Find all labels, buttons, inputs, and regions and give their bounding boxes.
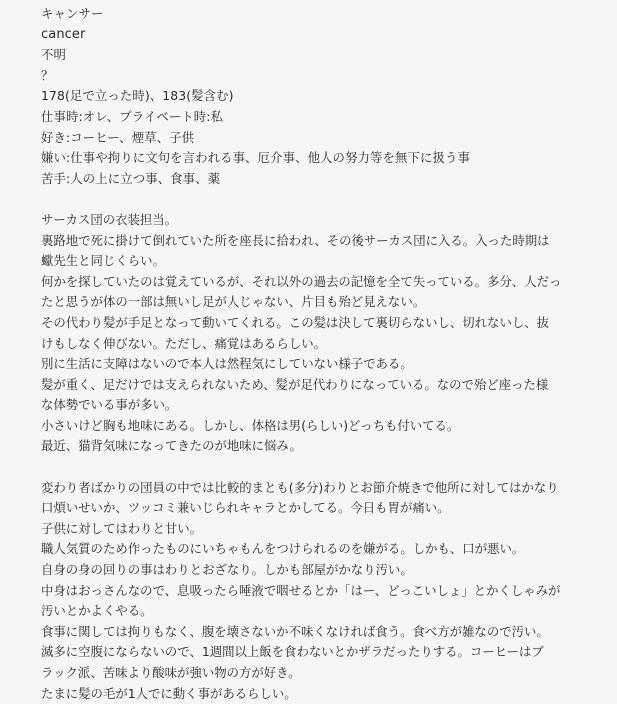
- profile-first-person: 仕事時:オレ、プライベート時:私: [41, 108, 224, 124]
- section2-line: 口煩いせいか、ツッコミ兼いじられキャラとかしてる。今日も胃が痛い。: [41, 500, 450, 516]
- section2-line: 自身の身の回りの事はわりとおざなり。しかも部屋がかなり汚い。: [41, 562, 413, 578]
- profile-name: キャンサー: [41, 6, 104, 21]
- section1-line: たと思うが体の一部は無いし足が人じゃない、片目も殆ど見えない。: [41, 294, 426, 310]
- profile-dislikes: 嫌い:仕事や拘りに文句を言われる事、厄介事、他人の努力等を無下に扱う事: [41, 150, 470, 166]
- section1-line: 蠍先生と同じくらい。: [41, 253, 165, 269]
- profile-age: 不明: [41, 47, 66, 63]
- profile-weaknesses: 苦手:人の上に立つ事、食事、薬: [41, 170, 221, 186]
- section2-line: 汚いとかよくやる。: [41, 603, 153, 619]
- section2-line: 職人気質のため作ったものにいちゃもんをつけられるのを嫌がる。しかも、口が悪い。: [41, 541, 525, 557]
- spacer: [41, 457, 607, 478]
- section2-line: ラック派、苦味より酸味が強い物の方が好き。: [41, 665, 301, 680]
- section2-line: 食事に関しては拘りもなく、腹を壊さないか不味くなければ食う。食べ方が雑なので汚い。: [41, 623, 549, 639]
- section2-line: 滅多に空腹にならないので、1週間以上飯を食わないとかザラだったりする。コーヒーはブ: [41, 644, 544, 660]
- profile-height: 178(足で立った時)、183(髪含む): [41, 88, 234, 104]
- section1-line: 裏路地で死に掛けて倒れていた所を座長に拾われ、その後サーカス団に入る。入った時期は: [41, 232, 550, 248]
- profile-likes: 好き:コーヒー、煙草、子供: [41, 129, 195, 145]
- section2-line: たまに髪の毛が1人でに動く事があるらしい。: [41, 685, 297, 701]
- profile-name-en: cancer: [41, 26, 86, 42]
- section2-line: 中身はおっさんなので、息吸ったら唾液で咽せるとか「はー、どっこいしょ」とかくしゃみが: [41, 582, 561, 598]
- profile-birthday: ？: [41, 67, 54, 83]
- section1-line: な体勢でいる事が多い。: [41, 397, 178, 413]
- section1-line: けもしなく伸びない。ただし、痛覚はあるらしい。: [41, 335, 326, 351]
- section1-line: その代わり髪が手足となって動いてくれる。この髪は決して裏切らないし、切れないし、抜: [41, 314, 550, 330]
- section1-line: サーカス団の衣装担当。: [41, 211, 178, 227]
- section1-line: 最近、猫背気味になってきたのが地味に悩み。: [41, 438, 302, 454]
- spacer: [41, 189, 607, 210]
- section2-line: 子供に対してはわりと甘い。: [41, 520, 203, 536]
- section2-line: 変わり者ばかりの団員の中では比較的まとも(多分)わりとお節介焼きで他所に対してはかなり: [41, 479, 559, 495]
- section1-line: 小さいけど胸も地味にある。しかし、体格は男(らしい)どっちも付いてる。: [41, 417, 460, 433]
- section1-line: 別に生活に支障はないので本人は然程気にしていない様子である。: [41, 356, 413, 372]
- section1-line: 髪が重く、足だけでは支えられないため、髪が足代わりになっている。なので殆ど座った様: [41, 376, 549, 392]
- section1-line: 何かを探していたのは覚えているが、それ以外の過去の記憶を全て失っている。多分、人だっ: [41, 273, 562, 289]
